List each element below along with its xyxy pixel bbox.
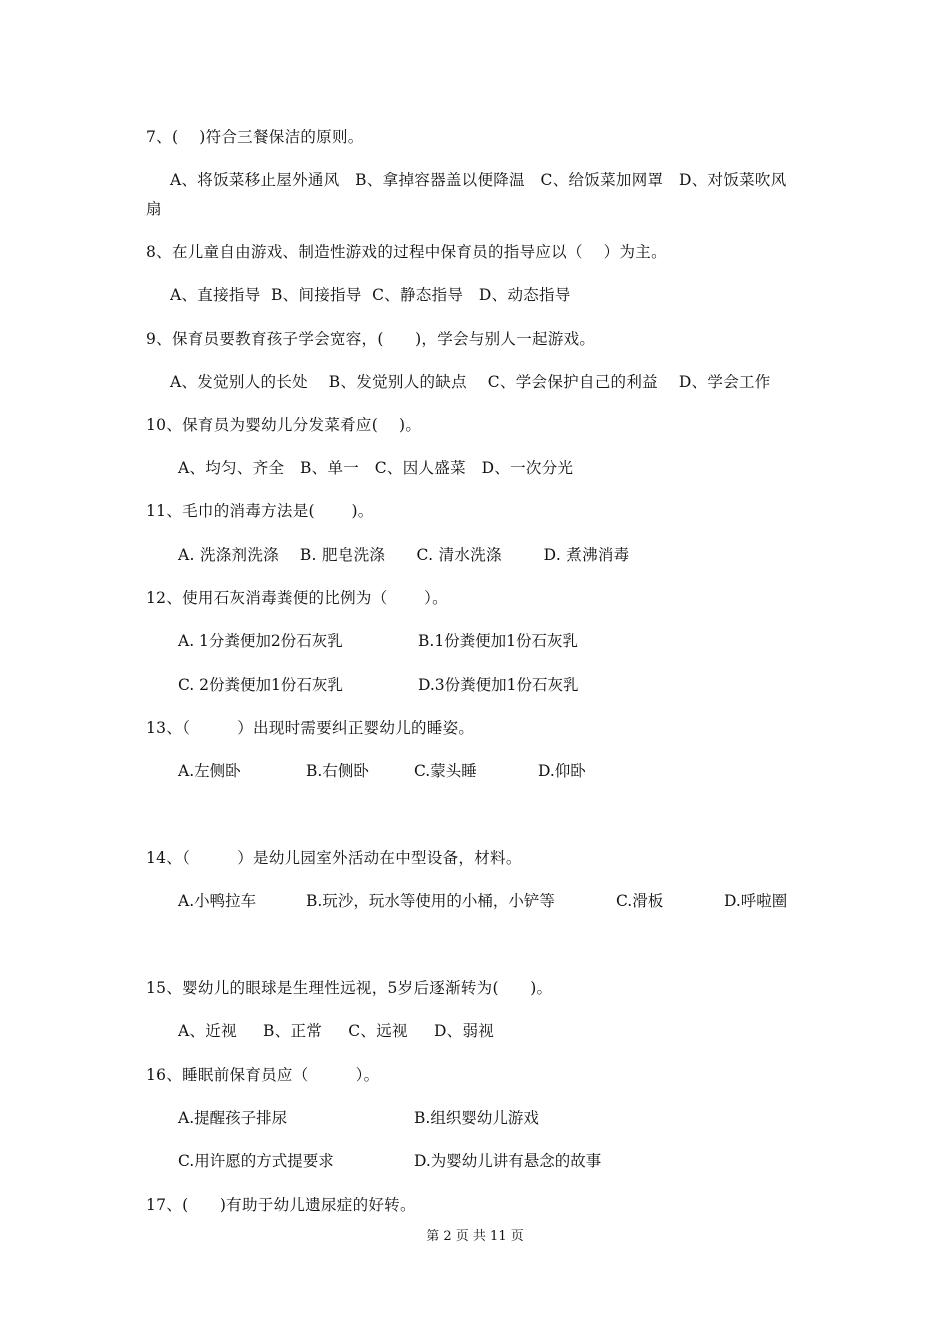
- question-15-options: A、近视 B、正常 C、远视 D、弱视: [178, 1022, 495, 1040]
- question-11-stem: 11、毛巾的消毒方法是( )。: [146, 502, 374, 520]
- question-14-option-a: A.小鸭拉车: [178, 892, 257, 910]
- question-16-option-c: C.用许愿的方式提要求: [178, 1152, 334, 1170]
- question-10-stem: 10、保育员为婴幼儿分发菜肴应( )。: [146, 416, 422, 434]
- question-12-option-a: A. 1分粪便加2份石灰乳: [178, 632, 343, 650]
- question-14-stem: 14、（ ）是幼儿园室外活动在中型设备，材料。: [146, 849, 522, 867]
- question-16-stem: 16、睡眠前保育员应（ ）。: [146, 1066, 380, 1084]
- question-12-stem: 12、使用石灰消毒粪便的比例为（ ）。: [146, 589, 448, 607]
- question-16-option-a: A.提醒孩子排尿: [178, 1109, 288, 1127]
- question-13-option-b: B.右侧卧: [306, 762, 369, 780]
- question-12-option-b: B.1份粪便加1份石灰乳: [418, 632, 579, 650]
- question-7-stem: 7、( )符合三餐保洁的原则。: [146, 128, 364, 146]
- question-8-options: A、直接指导 B、间接指导 C、静态指导 D、动态指导: [170, 286, 571, 304]
- question-17-stem: 17、( )有助于幼儿遗尿症的好转。: [146, 1196, 416, 1214]
- question-9-options: A、发觉别人的长处 B、发觉别人的缺点 C、学会保护自己的利益 D、学会工作: [170, 373, 771, 391]
- question-9-stem: 9、保育员要教育孩子学会宽容，( )，学会与别人一起游戏。: [146, 330, 596, 348]
- question-14-option-b: B.玩沙，玩水等使用的小桶，小铲等: [306, 892, 555, 910]
- question-7-options: A、将饭菜移止屋外通风 B、拿掉容器盖以便降温 C、给饭菜加网罩 D、对饭菜吹风: [170, 171, 787, 189]
- question-16-option-b: B.组织婴幼儿游戏: [414, 1109, 539, 1127]
- question-13-option-d: D.仰卧: [538, 762, 586, 780]
- question-7-options-continued: 扇: [146, 200, 162, 218]
- question-14-option-c: C.滑板: [616, 892, 664, 910]
- question-10-options: A、均匀、齐全 B、单一 C、因人盛菜 D、一次分光: [178, 459, 574, 477]
- question-13-option-c: C.蒙头睡: [414, 762, 477, 780]
- question-11-options: A. 洗涤剂洗涤 B. 肥皂洗涤 C. 清水洗涤 D. 煮沸消毒: [178, 546, 630, 564]
- question-13-option-a: A.左侧卧: [178, 762, 241, 780]
- question-15-stem: 15、婴幼儿的眼球是生理性远视，5岁后逐渐转为( )。: [146, 979, 553, 997]
- question-16-option-d: D.为婴幼儿讲有悬念的故事: [414, 1152, 602, 1170]
- page-number-footer: 第 2 页 共 11 页: [426, 1229, 524, 1244]
- question-14-option-d: D.呼啦圈: [724, 892, 788, 910]
- question-12-option-c: C. 2份粪便加1份石灰乳: [178, 676, 343, 694]
- question-12-option-d: D.3份粪便加1份石灰乳: [418, 676, 579, 694]
- question-8-stem: 8、在儿童自由游戏、制造性游戏的过程中保育员的指导应以（ ）为主。: [146, 243, 667, 261]
- question-13-stem: 13、（ ）出现时需要纠正婴幼儿的睡姿。: [146, 719, 475, 737]
